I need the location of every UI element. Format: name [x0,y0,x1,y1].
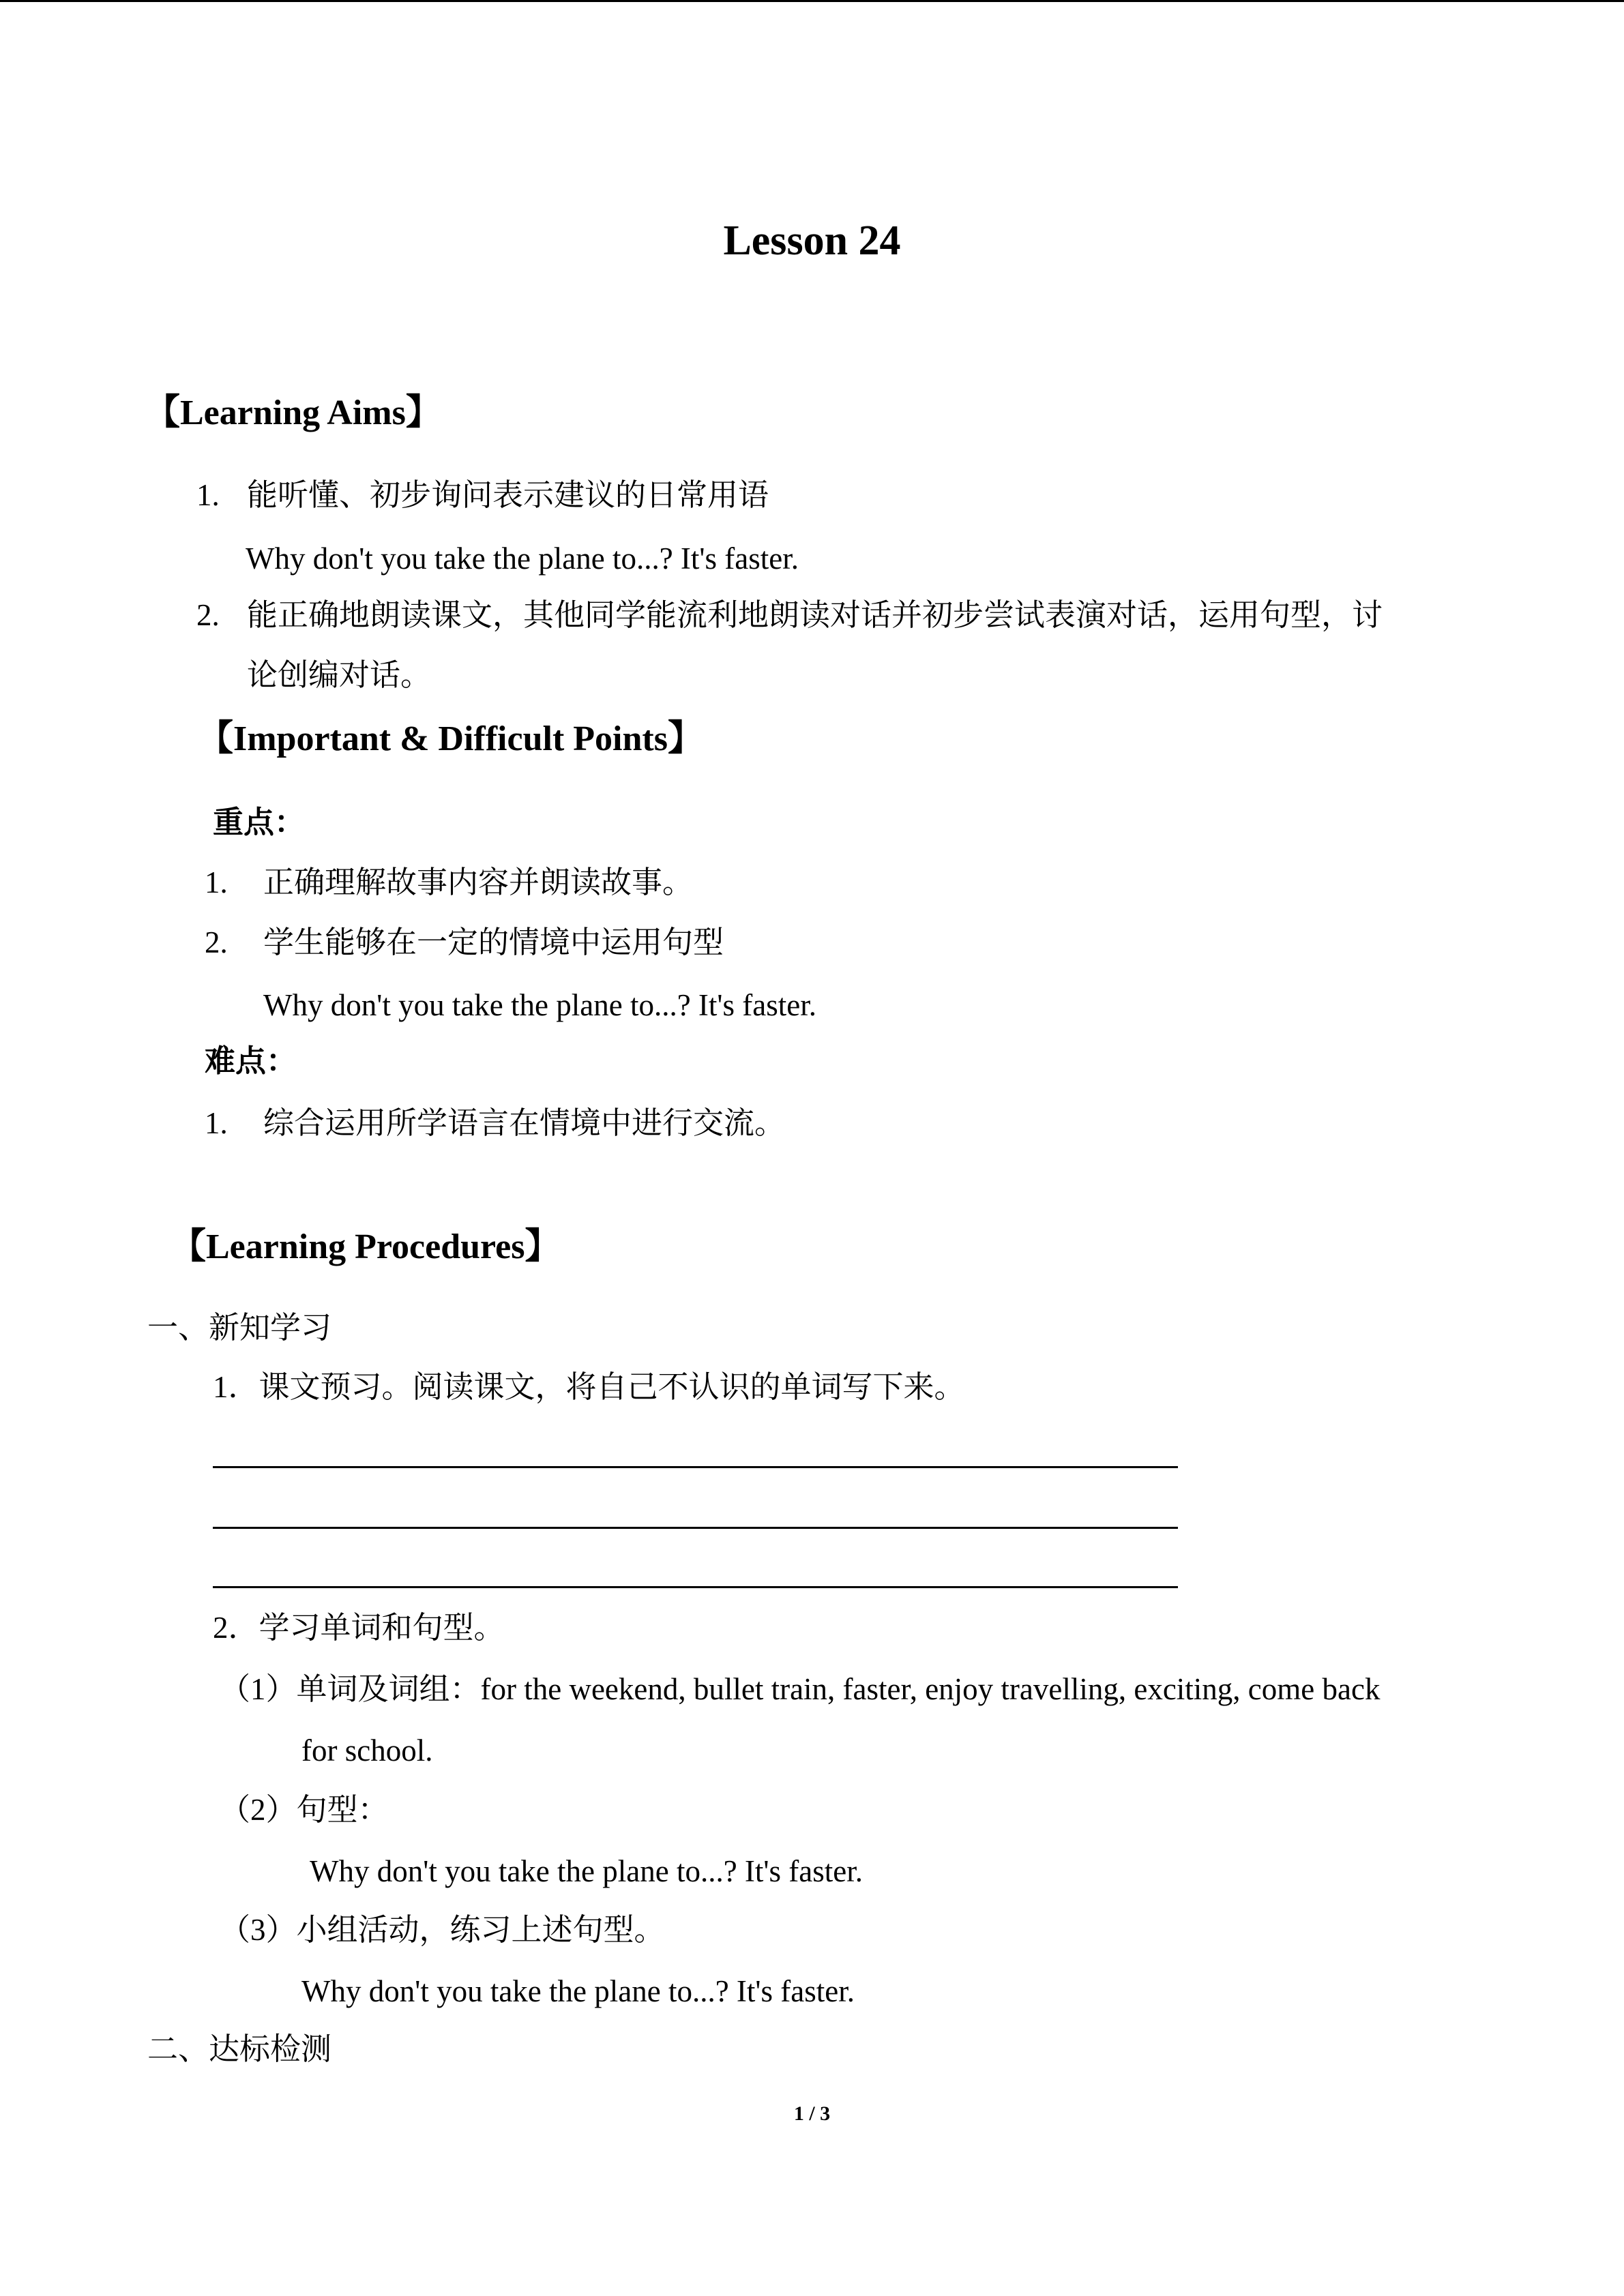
key-1-number: 1. [205,865,228,899]
aim-1-number: 1. [196,478,220,512]
sub-1-line2: for school. [301,1733,433,1768]
top-border [0,0,1624,2]
answer-line-3 [213,1586,1178,1588]
difficult-1-text: 综合运用所学语言在情境中进行交流。 [263,1106,786,1140]
step-2-text: 2．学习单词和句型。 [213,1611,505,1645]
aim-2-text-line2: 论创编对话。 [247,658,432,692]
aim-2-number: 2. [196,598,220,632]
learning-aims-heading: 【Learning Aims】 [145,393,441,432]
sub-1-line1: （1）单词及词组：for the weekend, bullet train, faster, enjoy travelling, exciting, come back [220,1672,1381,1706]
key-2-text: 学生能够在一定的情境中运用句型 [263,925,724,959]
key-2-example: Why don't you take the plane to...? It's faster. [263,988,816,1022]
difficult-1-number: 1. [205,1106,228,1140]
sub-2-example: Why don't you take the plane to...? It's faster. [310,1854,863,1888]
section-2-heading: 二、达标检测 [147,2032,332,2066]
points-heading: 【Important & Difficult Points】 [198,719,703,758]
key-1-text: 正确理解故事内容并朗读故事。 [263,865,694,899]
sub-2-label: （2）句型： [220,1793,389,1827]
page-number: 1 / 3 [793,2102,831,2125]
key-2-number: 2. [205,925,228,959]
aim-1-text: 能听懂、初步询问表示建议的日常用语 [247,478,769,512]
answer-line-1 [213,1466,1178,1468]
difficult-points-label: 难点： [205,1044,297,1078]
lesson-title: Lesson 24 [723,218,901,264]
answer-line-2 [213,1527,1178,1529]
sub-3-label: （3）小组活动，练习上述句型。 [220,1913,665,1947]
aim-1-example: Why don't you take the plane to...? It's faster. [246,541,799,576]
key-points-label: 重点： [213,805,306,839]
step-1-text: 1．课文预习。阅读课文，将自己不认识的单词写下来。 [213,1370,965,1404]
sub-3-example: Why don't you take the plane to...? It's faster. [301,1974,855,2008]
section-1-heading: 一、新知学习 [147,1311,332,1345]
aim-2-text-line1: 能正确地朗读课文，其他同学能流利地朗读对话并初步尝试表演对话，运用句型，讨 [247,598,1383,632]
procedures-heading: 【Learning Procedures】 [171,1227,561,1266]
